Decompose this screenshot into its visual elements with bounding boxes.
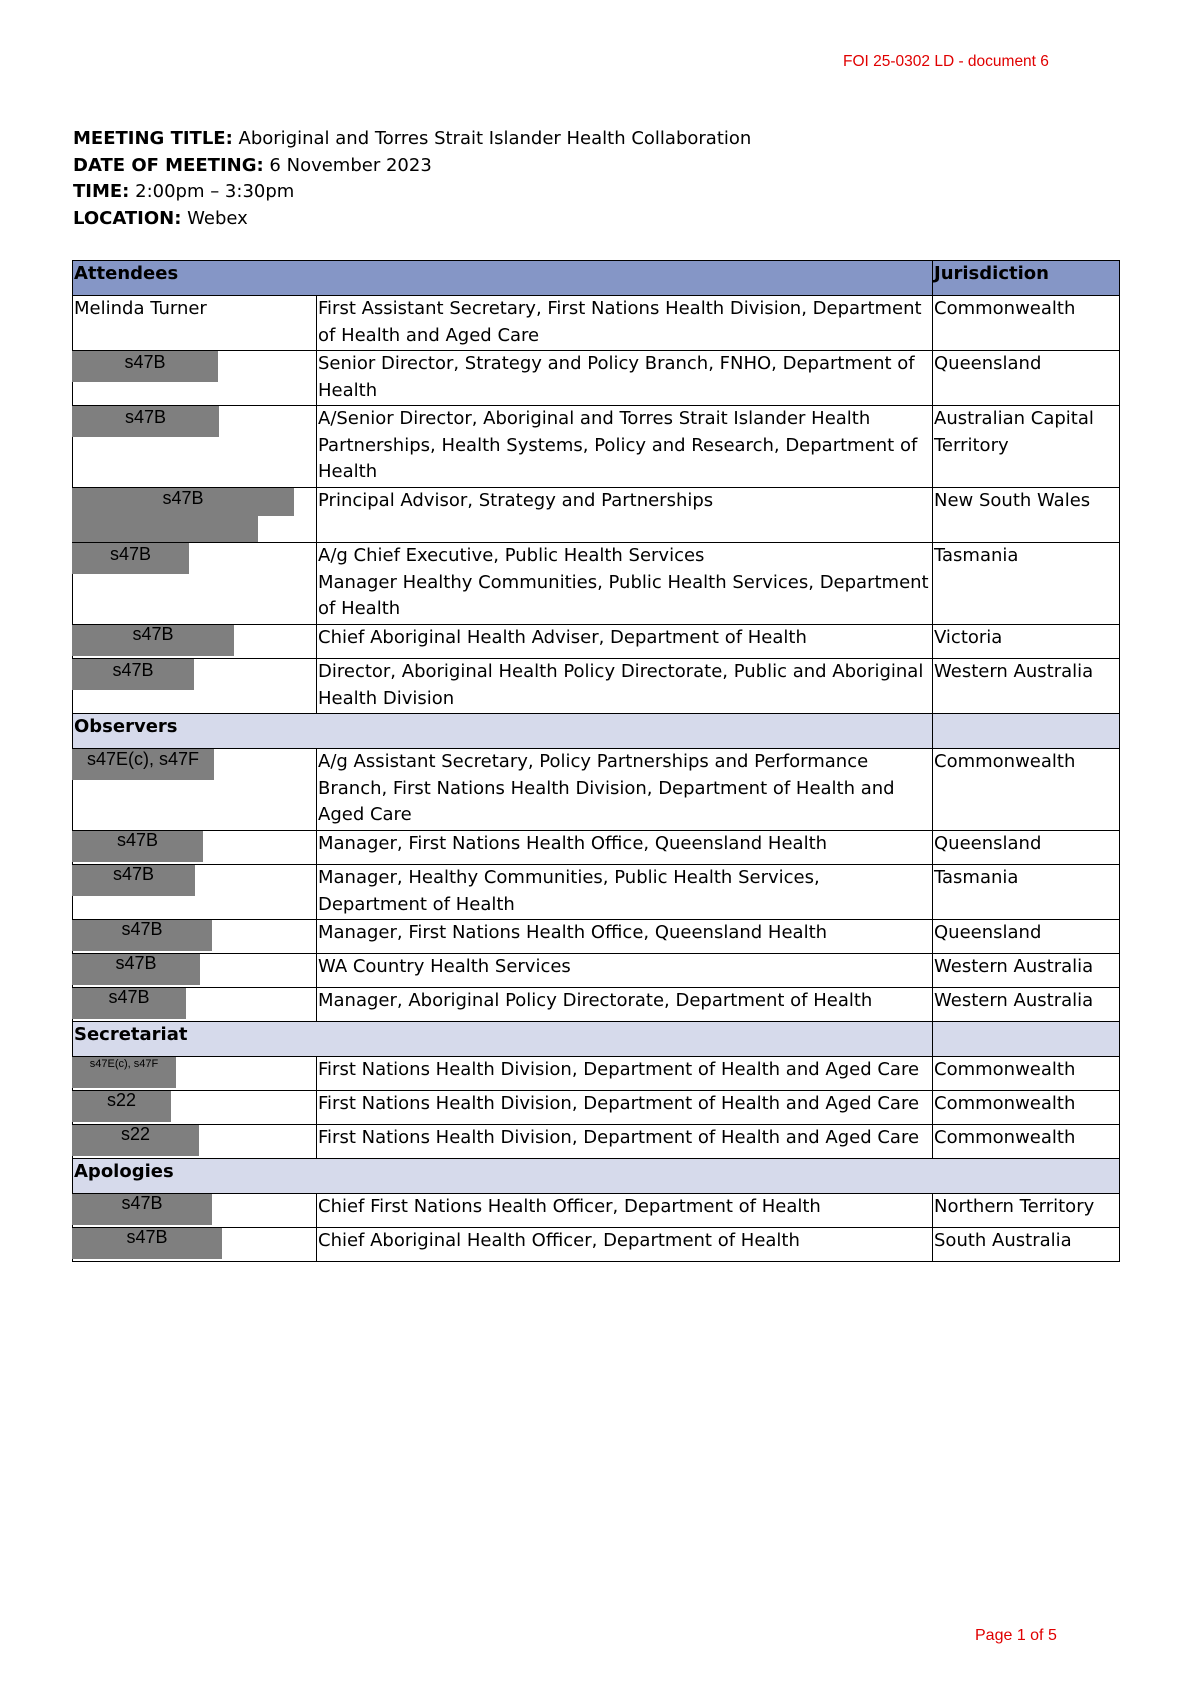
attendee-name-cell xyxy=(73,406,317,488)
table-row xyxy=(73,406,1120,488)
apology-name-cell xyxy=(73,1194,317,1228)
attendee-role: First Assistant Secretary, First Nations Health Division, Department of Health and Aged Care xyxy=(317,296,933,351)
meeting-location-label: LOCATION: xyxy=(73,207,182,229)
observer-role: Manager, Aboriginal Policy Directorate, Department of Health xyxy=(317,988,933,1022)
meeting-location: Webex xyxy=(181,207,248,229)
observer-role: Manager, Healthy Communities, Public Health Services, Department of Health xyxy=(317,865,933,920)
observer-name-cell xyxy=(73,920,317,954)
table-row xyxy=(73,543,1120,625)
secretariat-name-cell xyxy=(73,1057,317,1091)
secretariat-name-cell xyxy=(73,1091,317,1125)
attendee-name-cell xyxy=(73,625,317,659)
apology-role: Chief Aboriginal Health Officer, Department of Health xyxy=(317,1228,933,1262)
meeting-details xyxy=(73,126,751,232)
redaction-box: s47B xyxy=(72,1228,222,1259)
observer-role: Manager, First Nations Health Office, Queensland Health xyxy=(317,920,933,954)
observer-jurisdiction: Queensland xyxy=(933,831,1120,865)
meeting-title-line xyxy=(73,126,751,153)
attendee-name-cell xyxy=(73,659,317,714)
observer-jurisdiction: Western Australia xyxy=(933,988,1120,1022)
redaction-box: s47B xyxy=(72,1194,212,1225)
section-row-observers xyxy=(73,714,1120,749)
section-row-apologies xyxy=(73,1159,1120,1194)
attendee-role: A/Senior Director, Aboriginal and Torres Strait Islander Health Partnerships, Health Systems, Policy and Research, Department of Health xyxy=(317,406,933,488)
redaction-box: s47B xyxy=(72,920,212,951)
redaction-box: s47B xyxy=(72,988,186,1019)
redaction-box: s47E(c), s47F xyxy=(72,749,214,780)
attendee-name-cell xyxy=(73,543,317,625)
apologies-header: Apologies xyxy=(73,1159,1120,1194)
redaction-box-extension xyxy=(72,516,258,542)
meeting-title-label: MEETING TITLE: xyxy=(73,128,233,149)
redaction-box: s47B xyxy=(72,351,218,382)
attendee-jurisdiction: Western Australia xyxy=(933,659,1120,714)
meeting-time-label: TIME: xyxy=(73,181,130,202)
secretariat-jurisdiction: Commonwealth xyxy=(933,1125,1120,1159)
attendee-name-cell xyxy=(73,351,317,406)
observer-role: A/g Assistant Secretary, Policy Partnerships and Performance Branch, First Nations Health Division, Department of Health and Aged Care xyxy=(317,749,933,831)
attendee-jurisdiction: Tasmania xyxy=(933,543,1120,625)
table-row xyxy=(73,351,1120,406)
table-row xyxy=(73,1091,1120,1125)
observer-jurisdiction: Commonwealth xyxy=(933,749,1120,831)
table-row xyxy=(73,865,1120,920)
secretariat-header: Secretariat xyxy=(73,1022,933,1057)
attendee-jurisdiction: Queensland xyxy=(933,351,1120,406)
attendee-jurisdiction: Australian Capital Territory xyxy=(933,406,1120,488)
empty-cell xyxy=(933,1022,1120,1057)
apology-jurisdiction: South Australia xyxy=(933,1228,1120,1262)
secretariat-role: First Nations Health Division, Department of Health and Aged Care xyxy=(317,1057,933,1091)
jurisdiction-header: Jurisdiction xyxy=(933,261,1120,296)
redaction-box: s47B xyxy=(72,659,194,690)
observer-name-cell xyxy=(73,749,317,831)
foi-reference: FOI 25-0302 LD - document 6 xyxy=(843,53,1049,70)
attendee-jurisdiction: Commonwealth xyxy=(933,296,1120,351)
observer-name-cell xyxy=(73,954,317,988)
table-row xyxy=(73,296,1120,351)
secretariat-role: First Nations Health Division, Department of Health and Aged Care xyxy=(317,1091,933,1125)
attendee-jurisdiction: Victoria xyxy=(933,625,1120,659)
attendee-role: Principal Advisor, Strategy and Partnerships xyxy=(317,488,933,543)
redaction-box: s22 xyxy=(72,1091,171,1122)
observer-role: WA Country Health Services xyxy=(317,954,933,988)
observer-jurisdiction: Queensland xyxy=(933,920,1120,954)
apology-name-cell xyxy=(73,1228,317,1262)
observers-header: Observers xyxy=(73,714,933,749)
meeting-time-line xyxy=(73,179,751,206)
table-row xyxy=(73,625,1120,659)
attendee-role: Chief Aboriginal Health Adviser, Department of Health xyxy=(317,625,933,659)
section-row-secretariat xyxy=(73,1022,1120,1057)
attendee-role: A/g Chief Executive, Public Health Services Manager Healthy Communities, Public Health Services, Department of Health xyxy=(317,543,933,625)
redaction-box: s22 xyxy=(72,1125,199,1156)
observer-name-cell xyxy=(73,988,317,1022)
attendee-role: Senior Director, Strategy and Policy Branch, FNHO, Department of Health xyxy=(317,351,933,406)
table-row xyxy=(73,954,1120,988)
table-row xyxy=(73,988,1120,1022)
observer-role: Manager, First Nations Health Office, Queensland Health xyxy=(317,831,933,865)
page-number: Page 1 of 5 xyxy=(975,1627,1057,1644)
table-row xyxy=(73,1125,1120,1159)
table-header-row xyxy=(73,261,1120,296)
attendee-name-cell xyxy=(73,488,317,543)
table-row xyxy=(73,831,1120,865)
secretariat-role: First Nations Health Division, Department of Health and Aged Care xyxy=(317,1125,933,1159)
observer-jurisdiction: Tasmania xyxy=(933,865,1120,920)
observer-name-cell xyxy=(73,831,317,865)
meeting-title: Aboriginal and Torres Strait Islander Health Collaboration xyxy=(232,128,752,149)
redaction-box: s47B xyxy=(72,954,200,985)
table-row xyxy=(73,1228,1120,1262)
apology-role: Chief First Nations Health Officer, Department of Health xyxy=(317,1194,933,1228)
meeting-location-line xyxy=(73,206,751,233)
attendee-name: Melinda Turner xyxy=(73,296,317,351)
attendees-header: Attendees xyxy=(73,261,933,296)
table-row xyxy=(73,1194,1120,1228)
secretariat-jurisdiction: Commonwealth xyxy=(933,1091,1120,1125)
redaction-box: s47B xyxy=(72,488,294,516)
redaction-box: s47B xyxy=(72,543,189,574)
attendee-jurisdiction: New South Wales xyxy=(933,488,1120,543)
secretariat-name-cell xyxy=(73,1125,317,1159)
table-row xyxy=(73,920,1120,954)
redaction-box: s47B xyxy=(72,406,219,437)
attendance-table xyxy=(72,260,1120,1262)
empty-cell xyxy=(933,714,1120,749)
meeting-time: 2:00pm – 3:30pm xyxy=(129,181,295,202)
meeting-date: 6 November 2023 xyxy=(263,154,432,176)
meeting-date-label: DATE OF MEETING: xyxy=(73,154,264,176)
redaction-box: s47E(c), s47F xyxy=(72,1057,176,1088)
secretariat-jurisdiction: Commonwealth xyxy=(933,1057,1120,1091)
redaction-box: s47B xyxy=(72,865,195,896)
observer-name-cell xyxy=(73,865,317,920)
redaction-box: s47B xyxy=(72,625,234,656)
attendee-role: Director, Aboriginal Health Policy Directorate, Public and Aboriginal Health Division xyxy=(317,659,933,714)
table-row xyxy=(73,659,1120,714)
table-row xyxy=(73,488,1120,543)
observer-jurisdiction: Western Australia xyxy=(933,954,1120,988)
redaction-box: s47B xyxy=(72,831,203,862)
table-row xyxy=(73,1057,1120,1091)
meeting-date-line xyxy=(73,153,751,180)
apology-jurisdiction: Northern Territory xyxy=(933,1194,1120,1228)
table-row xyxy=(73,749,1120,831)
